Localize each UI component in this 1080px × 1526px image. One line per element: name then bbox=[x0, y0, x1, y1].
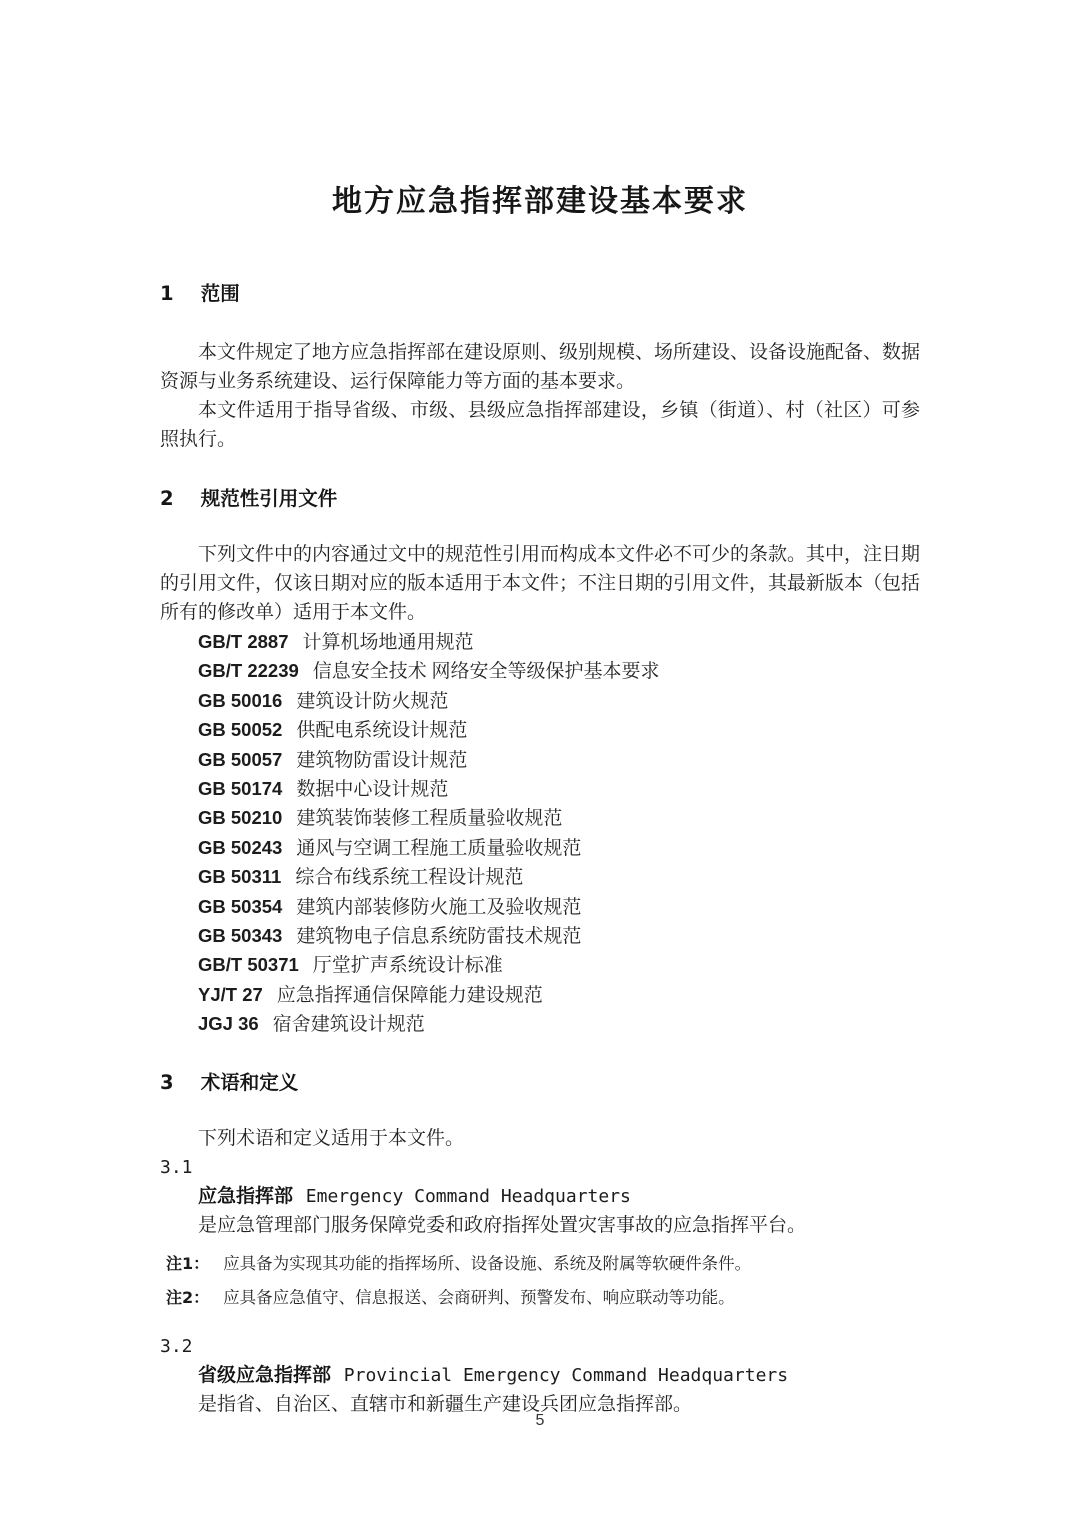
note-text: 应具备为实现其功能的指挥场所、设备设施、系统及附属等软硬件条件。 bbox=[223, 1253, 752, 1273]
section-3-title: 术语和定义 bbox=[200, 1070, 299, 1094]
term-definition: 是指省、自治区、直辖市和新疆生产建设兵团应急指挥部。 bbox=[198, 1393, 693, 1415]
term-number: 3.2 bbox=[160, 1335, 193, 1357]
normative-references-list bbox=[160, 628, 920, 1040]
reference-title: 应急指挥通信保障能力建设规范 bbox=[276, 984, 543, 1006]
reference-item bbox=[160, 951, 920, 980]
section-3-number: 3 bbox=[160, 1070, 174, 1094]
terms-intro-paragraph: 下列术语和定义适用于本文件。 bbox=[198, 1127, 465, 1149]
term-definition: 是应急管理部门服务保障党委和政府指挥处置灾害事故的应急指挥平台。 bbox=[198, 1214, 807, 1236]
reference-code: GB 50354 bbox=[198, 895, 283, 917]
reference-item bbox=[160, 746, 920, 775]
reference-code: GB/T 2887 bbox=[198, 631, 289, 652]
term-entry-3-2 bbox=[160, 1332, 920, 1419]
scope-paragraph-1: 本文件规定了地方应急指挥部在建设原则、级别规模、场所建设、设备设施配备、数据资源与业务系统建设、运行保障能力等方面的基本要求。 bbox=[160, 342, 921, 392]
term-name-line bbox=[160, 1182, 920, 1211]
reference-code: GB 50311 bbox=[198, 866, 282, 888]
reference-item bbox=[160, 657, 920, 686]
section-2-number: 2 bbox=[160, 487, 174, 510]
reference-item bbox=[160, 863, 920, 892]
reference-item bbox=[160, 804, 920, 833]
reference-item bbox=[160, 716, 920, 745]
term-note-2 bbox=[160, 1285, 920, 1308]
reference-title: 信息安全技术 网络安全等级保护基本要求 bbox=[312, 661, 660, 683]
reference-item bbox=[160, 775, 920, 804]
reference-title: 建筑内部装修防火施工及验收规范 bbox=[296, 896, 582, 918]
reference-item bbox=[160, 628, 920, 657]
reference-item bbox=[160, 1010, 920, 1039]
section-2-title: 规范性引用文件 bbox=[200, 487, 338, 510]
reference-code: YJ/T 27 bbox=[198, 983, 263, 1005]
reference-item bbox=[160, 834, 920, 863]
term-note-1 bbox=[160, 1251, 920, 1274]
reference-code: GB/T 50371 bbox=[198, 954, 299, 976]
section-1-number: 1 bbox=[160, 282, 174, 305]
reference-code: GB 50174 bbox=[198, 778, 283, 800]
section-1-heading bbox=[160, 281, 920, 307]
reference-code: GB 50016 bbox=[198, 689, 283, 711]
reference-code: GB 50210 bbox=[198, 807, 283, 829]
references-intro-paragraph: 下列文件中的内容通过文中的规范性引用而构成本文件必不可少的条款。其中，注日期的引用文件，仅该日期对应的版本适用于本文件；不注日期的引用文件，其最新版本（包括所有的修改单）适用于本文件。 bbox=[160, 544, 921, 623]
reference-item bbox=[160, 687, 920, 716]
reference-title: 厅堂扩声系统设计标准 bbox=[312, 955, 503, 977]
term-name-chinese: 省级应急指挥部 bbox=[198, 1363, 332, 1386]
term-entry-3-1 bbox=[160, 1153, 920, 1308]
term-name-english: Emergency Command Headquarters bbox=[305, 1185, 631, 1207]
reference-title: 综合布线系统工程设计规范 bbox=[295, 867, 524, 889]
reference-item bbox=[160, 981, 920, 1010]
reference-code: GB/T 22239 bbox=[198, 660, 299, 682]
section-3-heading bbox=[160, 1070, 920, 1096]
reference-title: 供配电系统设计规范 bbox=[296, 720, 468, 742]
term-name-line bbox=[160, 1361, 920, 1390]
section-2-heading bbox=[160, 486, 920, 512]
note-text: 应具备应急值守、信息报送、会商研判、预警发布、响应联动等功能。 bbox=[223, 1287, 735, 1307]
reference-code: JGJ 36 bbox=[198, 1013, 259, 1035]
term-number: 3.1 bbox=[160, 1156, 193, 1178]
term-name-chinese: 应急指挥部 bbox=[198, 1184, 294, 1207]
reference-title: 建筑物防雷设计规范 bbox=[296, 749, 468, 771]
reference-code: GB 50243 bbox=[198, 836, 283, 858]
scope-paragraph-2: 本文件适用于指导省级、市级、县级应急指挥部建设，乡镇（街道）、村（社区）可参照执行。 bbox=[160, 400, 920, 450]
reference-title: 宿舍建筑设计规范 bbox=[272, 1014, 425, 1036]
reference-code: GB 50343 bbox=[198, 925, 283, 947]
section-1-title: 范围 bbox=[200, 282, 240, 305]
reference-item bbox=[160, 922, 920, 951]
reference-code: GB 50057 bbox=[198, 748, 283, 770]
reference-item bbox=[160, 893, 920, 922]
reference-title: 通风与空调工程施工质量验收规范 bbox=[296, 837, 582, 859]
note-label: 注1： bbox=[166, 1253, 210, 1273]
term-name-english: Provincial Emergency Command Headquarters bbox=[343, 1364, 789, 1386]
page-number: 5 bbox=[535, 1412, 545, 1429]
reference-title: 建筑物电子信息系统防雷技术规范 bbox=[296, 926, 582, 948]
reference-title: 数据中心设计规范 bbox=[296, 779, 449, 801]
reference-title: 建筑装饰装修工程质量验收规范 bbox=[296, 808, 563, 830]
reference-code: GB 50052 bbox=[198, 719, 283, 741]
reference-title: 计算机场地通用规范 bbox=[302, 632, 474, 653]
reference-title: 建筑设计防火规范 bbox=[296, 690, 449, 712]
note-label: 注2： bbox=[166, 1287, 210, 1307]
document-title: 地方应急指挥部建设基本要求 bbox=[332, 184, 748, 219]
